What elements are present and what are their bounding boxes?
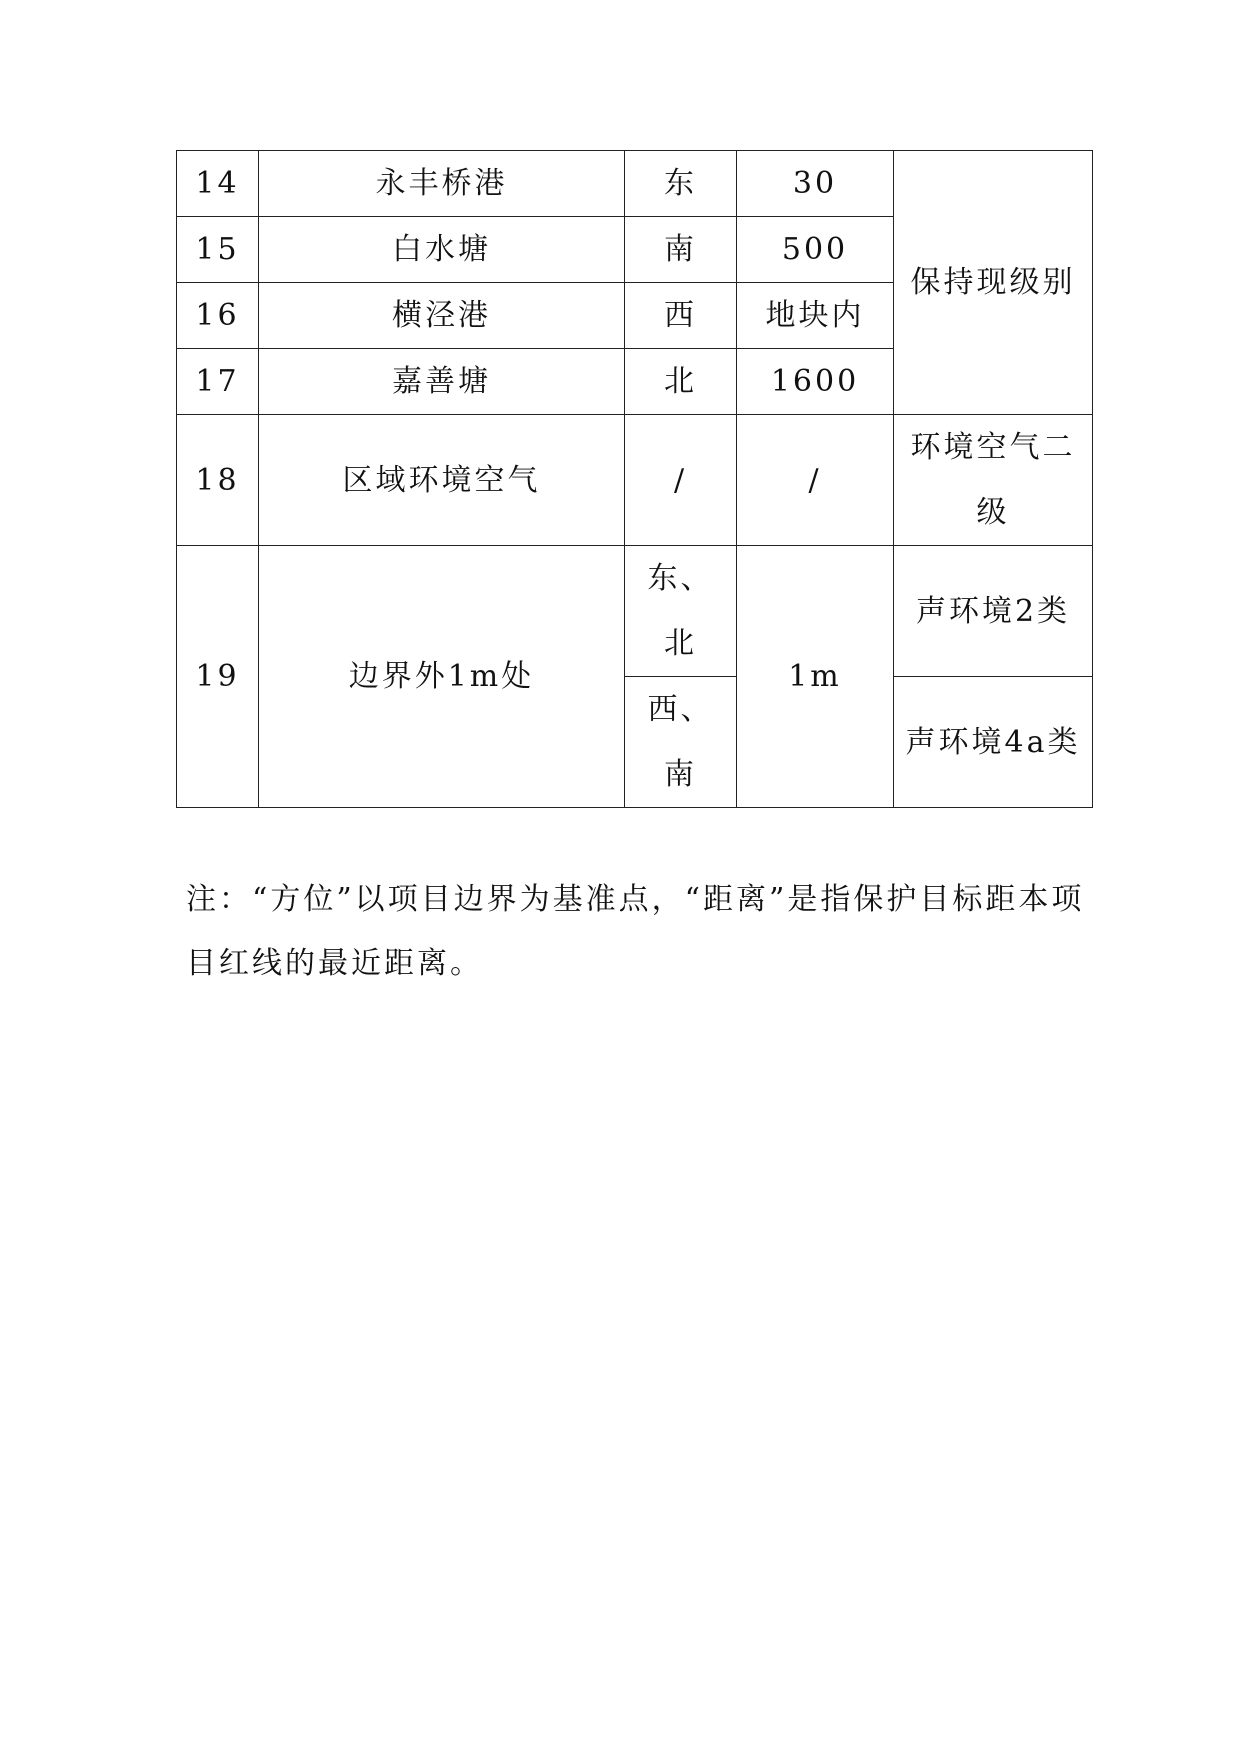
distance: 地块内	[737, 283, 894, 349]
direction: 南	[625, 217, 737, 283]
standard: 声环境2类	[894, 546, 1093, 677]
direction: 西	[625, 283, 737, 349]
row-number: 16	[177, 283, 259, 349]
table-row	[177, 546, 1093, 677]
standard-merged: 保持现级别	[894, 151, 1093, 415]
row-number: 18	[177, 415, 259, 546]
direction: /	[625, 415, 737, 546]
target-name: 边界外1m处	[259, 546, 625, 808]
standard: 环境空气二级	[894, 415, 1093, 546]
distance: 500	[737, 217, 894, 283]
direction: 东	[625, 151, 737, 217]
row-number: 14	[177, 151, 259, 217]
row-number: 17	[177, 349, 259, 415]
direction: 北	[625, 349, 737, 415]
direction: 东、北	[625, 546, 737, 677]
table-row	[177, 151, 1093, 217]
table-note: 注：“方位”以项目边界为基准点，“距离”是指保护目标距本项目红线的最近距离。	[186, 882, 1085, 981]
distance: 1m	[737, 546, 894, 808]
row-number: 15	[177, 217, 259, 283]
standard: 声环境4a类	[894, 677, 1093, 808]
target-name: 嘉善塘	[259, 349, 625, 415]
distance: 1600	[737, 349, 894, 415]
distance: /	[737, 415, 894, 546]
target-name: 永丰桥港	[259, 151, 625, 217]
protection-target-table	[176, 150, 1093, 808]
table-row	[177, 415, 1093, 546]
row-number: 19	[177, 546, 259, 808]
direction: 西、南	[625, 677, 737, 808]
target-name: 白水塘	[259, 217, 625, 283]
target-name: 横泾港	[259, 283, 625, 349]
target-name: 区域环境空气	[259, 415, 625, 546]
distance: 30	[737, 151, 894, 217]
